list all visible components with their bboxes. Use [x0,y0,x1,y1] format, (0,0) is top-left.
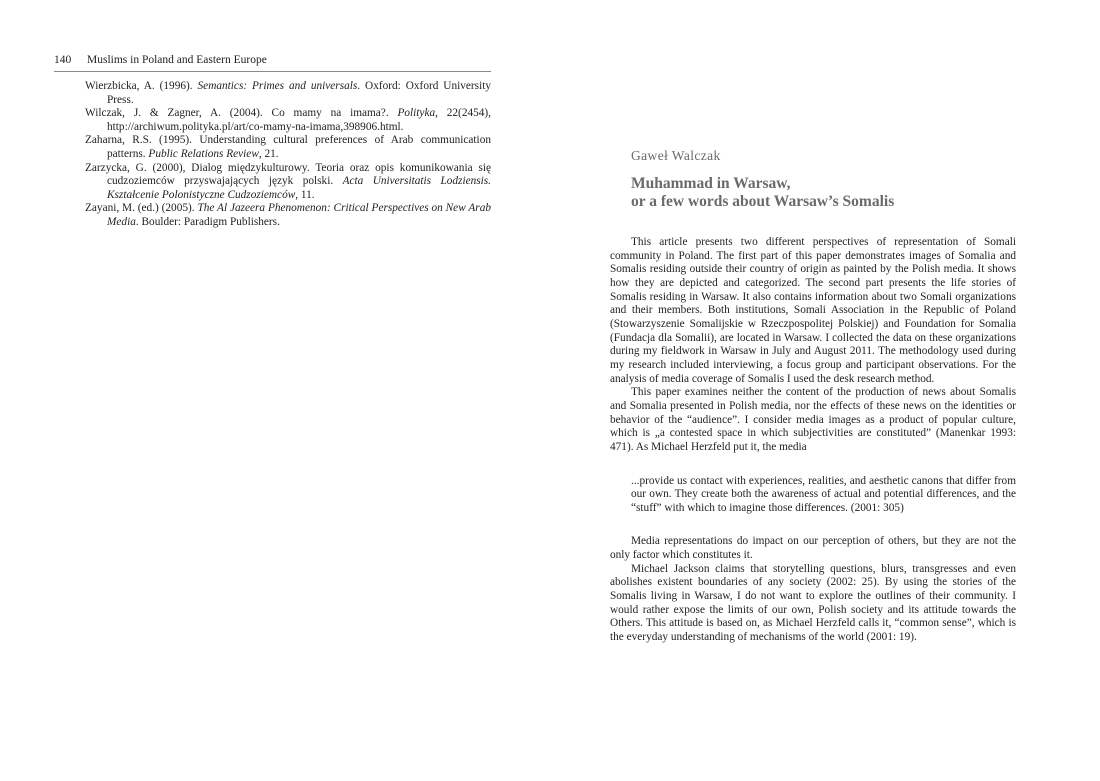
article-title-line-2: or a few words about Warsaw’s Somalis [631,193,895,210]
reference-text-part: . Boulder: Paradigm Publishers. [135,215,280,228]
article-title-line-1: Muhammad in Warsaw, [631,175,791,192]
block-quote: ...provide us contact with experiences, realities, and aesthetic canons that differ from our own. They create both the awareness of actual and potential differences, and the “stuff” with which to imagine those differences. (2001: 305) [631,474,1016,514]
reference-text-part: , 22(2454), http://archiwum.polityka.pl/art/co-mamy-na-imama,398906.html. [107,107,492,133]
body-paragraph: This article presents two different perspectives of representation of Somali community in Poland. The first part of this paper demonstrates images of Somalia and Somalis residing outside their country of origin as painted by the Polish media. It shows how they are depicted and categorized. The second part presents the life stories of Somalis residing in Warsaw. It also contains information about two Somali organizations and their members. Both institutions, Somali Association in the Republic of Poland (Stowarzyszenie Somalijskie w Rzeczpospolitej Polskiej) and Foundation for Somalia (Fundacja dla Somalii), are located in Warsaw. I collected the data on these organizations during my fieldwork in Warsaw in July and August 2011. The methodology used during my research included interviewing, a focus group and participant observations. For the analysis of media coverage of Somalis I used the desk research method. [610,236,1016,385]
article-title [631,175,1071,211]
body-paragraph: This paper examines neither the content of the production of news about Somalis and Somalia presented in Polish media, nor the effects of these news on the identities or behavior of the “audience”. I consider media images as a product of popular culture, which is „a contested space in which subjectivities are constituted” (Manenkar 1993: 471). As Michael Herzfeld put it, the media [610,386,1016,453]
reference-entry [85,80,491,107]
reference-italic-part: The Al Jazeera Phenomenon: Critical Perspectives on New Arab Media [107,202,491,228]
reference-text-part: . Oxford: Oxford University Press. [107,80,492,106]
running-head-title: Muslims in Poland and Eastern Europe [87,54,267,66]
reference-text-part: Wilczak, J. & Zagner, A. (2004). Co mamy na imama?. [85,107,398,120]
running-head [54,52,491,72]
article-body [610,236,1016,645]
reference-entry [85,202,491,229]
body-paragraph: Michael Jackson claims that storytelling questions, blurs, transgresses and even abolishes existent boundaries of any society (2002: 25). By using the stories of the Somalis living in Warsaw, I do not want to explore the outlines of their community. I would rather expose the limits of our own, Polish society and its attitude towards the Others. This attitude is based on, as Michael Herzfeld calls it, “common sense”, which is the everyday understanding of mechanisms of the world (2001: 19). [610,562,1016,644]
reference-text-part: Wierzbicka, A. (1996). [85,80,198,92]
reference-italic-part: Public Relations Review [148,147,259,160]
page-number: 140 [54,54,72,66]
reference-text-part: , 11. [295,188,315,201]
reference-text-part: Zaharna, R.S. (1995). Understanding cultural preferences of Arab communication patterns. [85,134,491,160]
reference-italic-part: Polityka [397,107,436,120]
reference-text-part: , 21. [258,147,279,160]
reference-entry [85,134,491,161]
reference-text-part: Zarzycka, G. (2000), Dialog międzykulturowy. Teoria oraz opis komunikowania się cudzoziemców przyswajających język polski. [85,161,491,188]
reference-list [85,80,491,230]
body-paragraph: Media representations do impact on our perception of others, but they are not the only factor which constitutes it. [610,535,1016,562]
reference-italic-part: Acta Universitatis Lodziensis. Kształcenie Polonistyczne Cudzoziemców [107,175,491,201]
reference-entry [85,162,491,203]
reference-italic-part: Semantics: Primes and universals [197,80,358,92]
reference-text-part: Zayani, M. (ed.) (2005). [85,202,198,215]
article-author: Gaweł Walczak [631,148,721,163]
reference-entry [85,107,491,134]
right-page [550,0,1100,781]
